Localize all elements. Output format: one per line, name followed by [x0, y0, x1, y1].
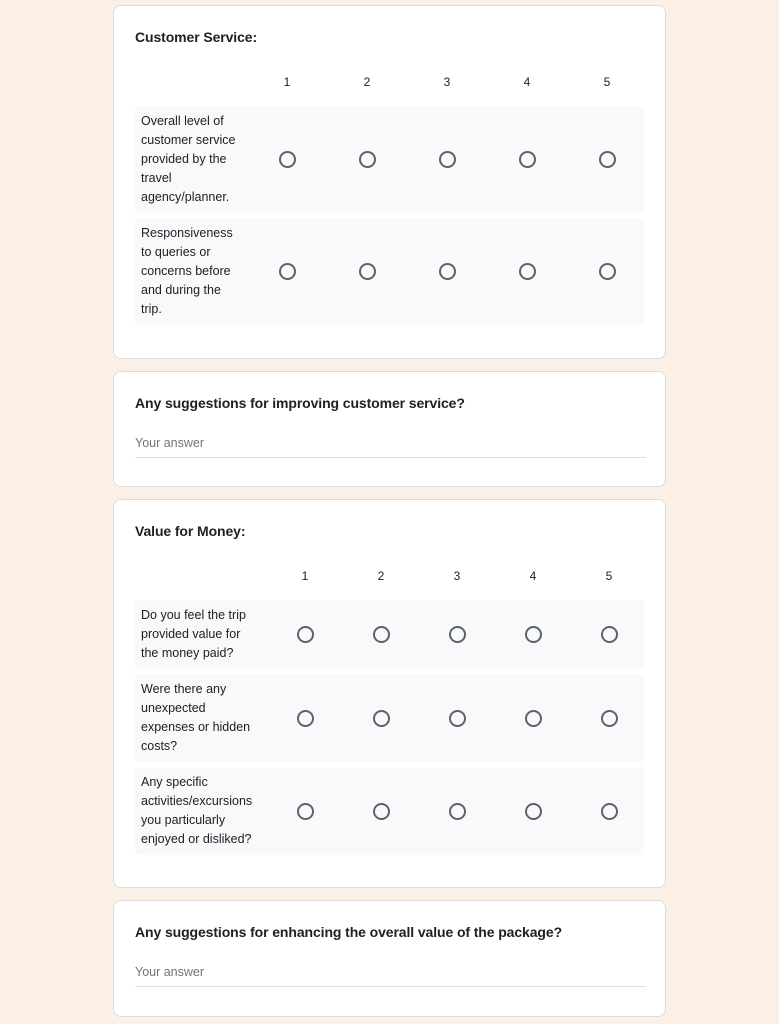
radio-button-3[interactable] — [439, 151, 456, 168]
row-label: Any specific activities/excursions you particularly enjoyed or disliked? — [141, 775, 253, 846]
row-label: Do you feel the trip provided value for the money paid? — [141, 608, 246, 660]
radio-button-2[interactable] — [373, 710, 390, 727]
row-label: Overall level of customer service provided by the travel agency/planner. — [141, 114, 236, 204]
radio-button-3[interactable] — [449, 710, 466, 727]
question-title: Customer Service: — [135, 29, 258, 45]
radio-button-4[interactable] — [519, 151, 536, 168]
value-suggestions-card — [113, 900, 666, 1017]
column-label: 1 — [283, 75, 291, 89]
rating-grid — [135, 70, 644, 325]
radio-button-5[interactable] — [599, 151, 616, 168]
radio-button-4[interactable] — [519, 263, 536, 280]
radio-button-2[interactable] — [373, 626, 390, 643]
radio-button-1[interactable] — [297, 626, 314, 643]
radio-button-5[interactable] — [601, 626, 618, 643]
radio-button-4[interactable] — [525, 626, 542, 643]
column-label: 2 — [363, 75, 371, 89]
radio-button-1[interactable] — [279, 151, 296, 168]
column-label: 3 — [443, 75, 451, 89]
column-header-row — [135, 70, 644, 94]
value-for-money-card — [113, 499, 666, 888]
radio-button-2[interactable] — [373, 803, 390, 820]
grid-row — [135, 106, 644, 213]
question-title: Any suggestions for improving customer service? — [135, 395, 465, 411]
grid-row — [135, 218, 644, 325]
grid-row — [135, 674, 644, 762]
rating-grid — [135, 564, 644, 855]
column-header-row — [135, 564, 644, 588]
answer-input[interactable]: Your answer — [135, 436, 646, 458]
question-title: Any suggestions for enhancing the overall value of the package? — [135, 924, 563, 940]
row-label: Responsiveness to queries or concerns before and during the trip. — [141, 226, 233, 316]
grid-row — [135, 600, 644, 669]
radio-button-5[interactable] — [599, 263, 616, 280]
radio-button-1[interactable] — [279, 263, 296, 280]
radio-button-2[interactable] — [359, 151, 376, 168]
column-label: 2 — [377, 569, 385, 583]
radio-button-3[interactable] — [449, 626, 466, 643]
radio-button-1[interactable] — [297, 710, 314, 727]
radio-button-4[interactable] — [525, 803, 542, 820]
column-label: 4 — [529, 569, 537, 583]
radio-button-3[interactable] — [439, 263, 456, 280]
row-label: Were there any unexpected expenses or hidden costs? — [141, 682, 251, 753]
question-title: Value for Money: — [135, 523, 246, 539]
cs-suggestions-card — [113, 371, 666, 487]
column-label: 5 — [603, 75, 611, 89]
column-label: 5 — [605, 569, 613, 583]
radio-button-4[interactable] — [525, 710, 542, 727]
column-label: 3 — [453, 569, 461, 583]
radio-button-2[interactable] — [359, 263, 376, 280]
column-label: 4 — [523, 75, 531, 89]
answer-input[interactable]: Your answer — [135, 965, 646, 987]
radio-button-3[interactable] — [449, 803, 466, 820]
radio-button-1[interactable] — [297, 803, 314, 820]
customer-service-card — [113, 5, 666, 359]
column-label: 1 — [301, 569, 309, 583]
radio-button-5[interactable] — [601, 803, 618, 820]
grid-row — [135, 767, 644, 855]
radio-button-5[interactable] — [601, 710, 618, 727]
